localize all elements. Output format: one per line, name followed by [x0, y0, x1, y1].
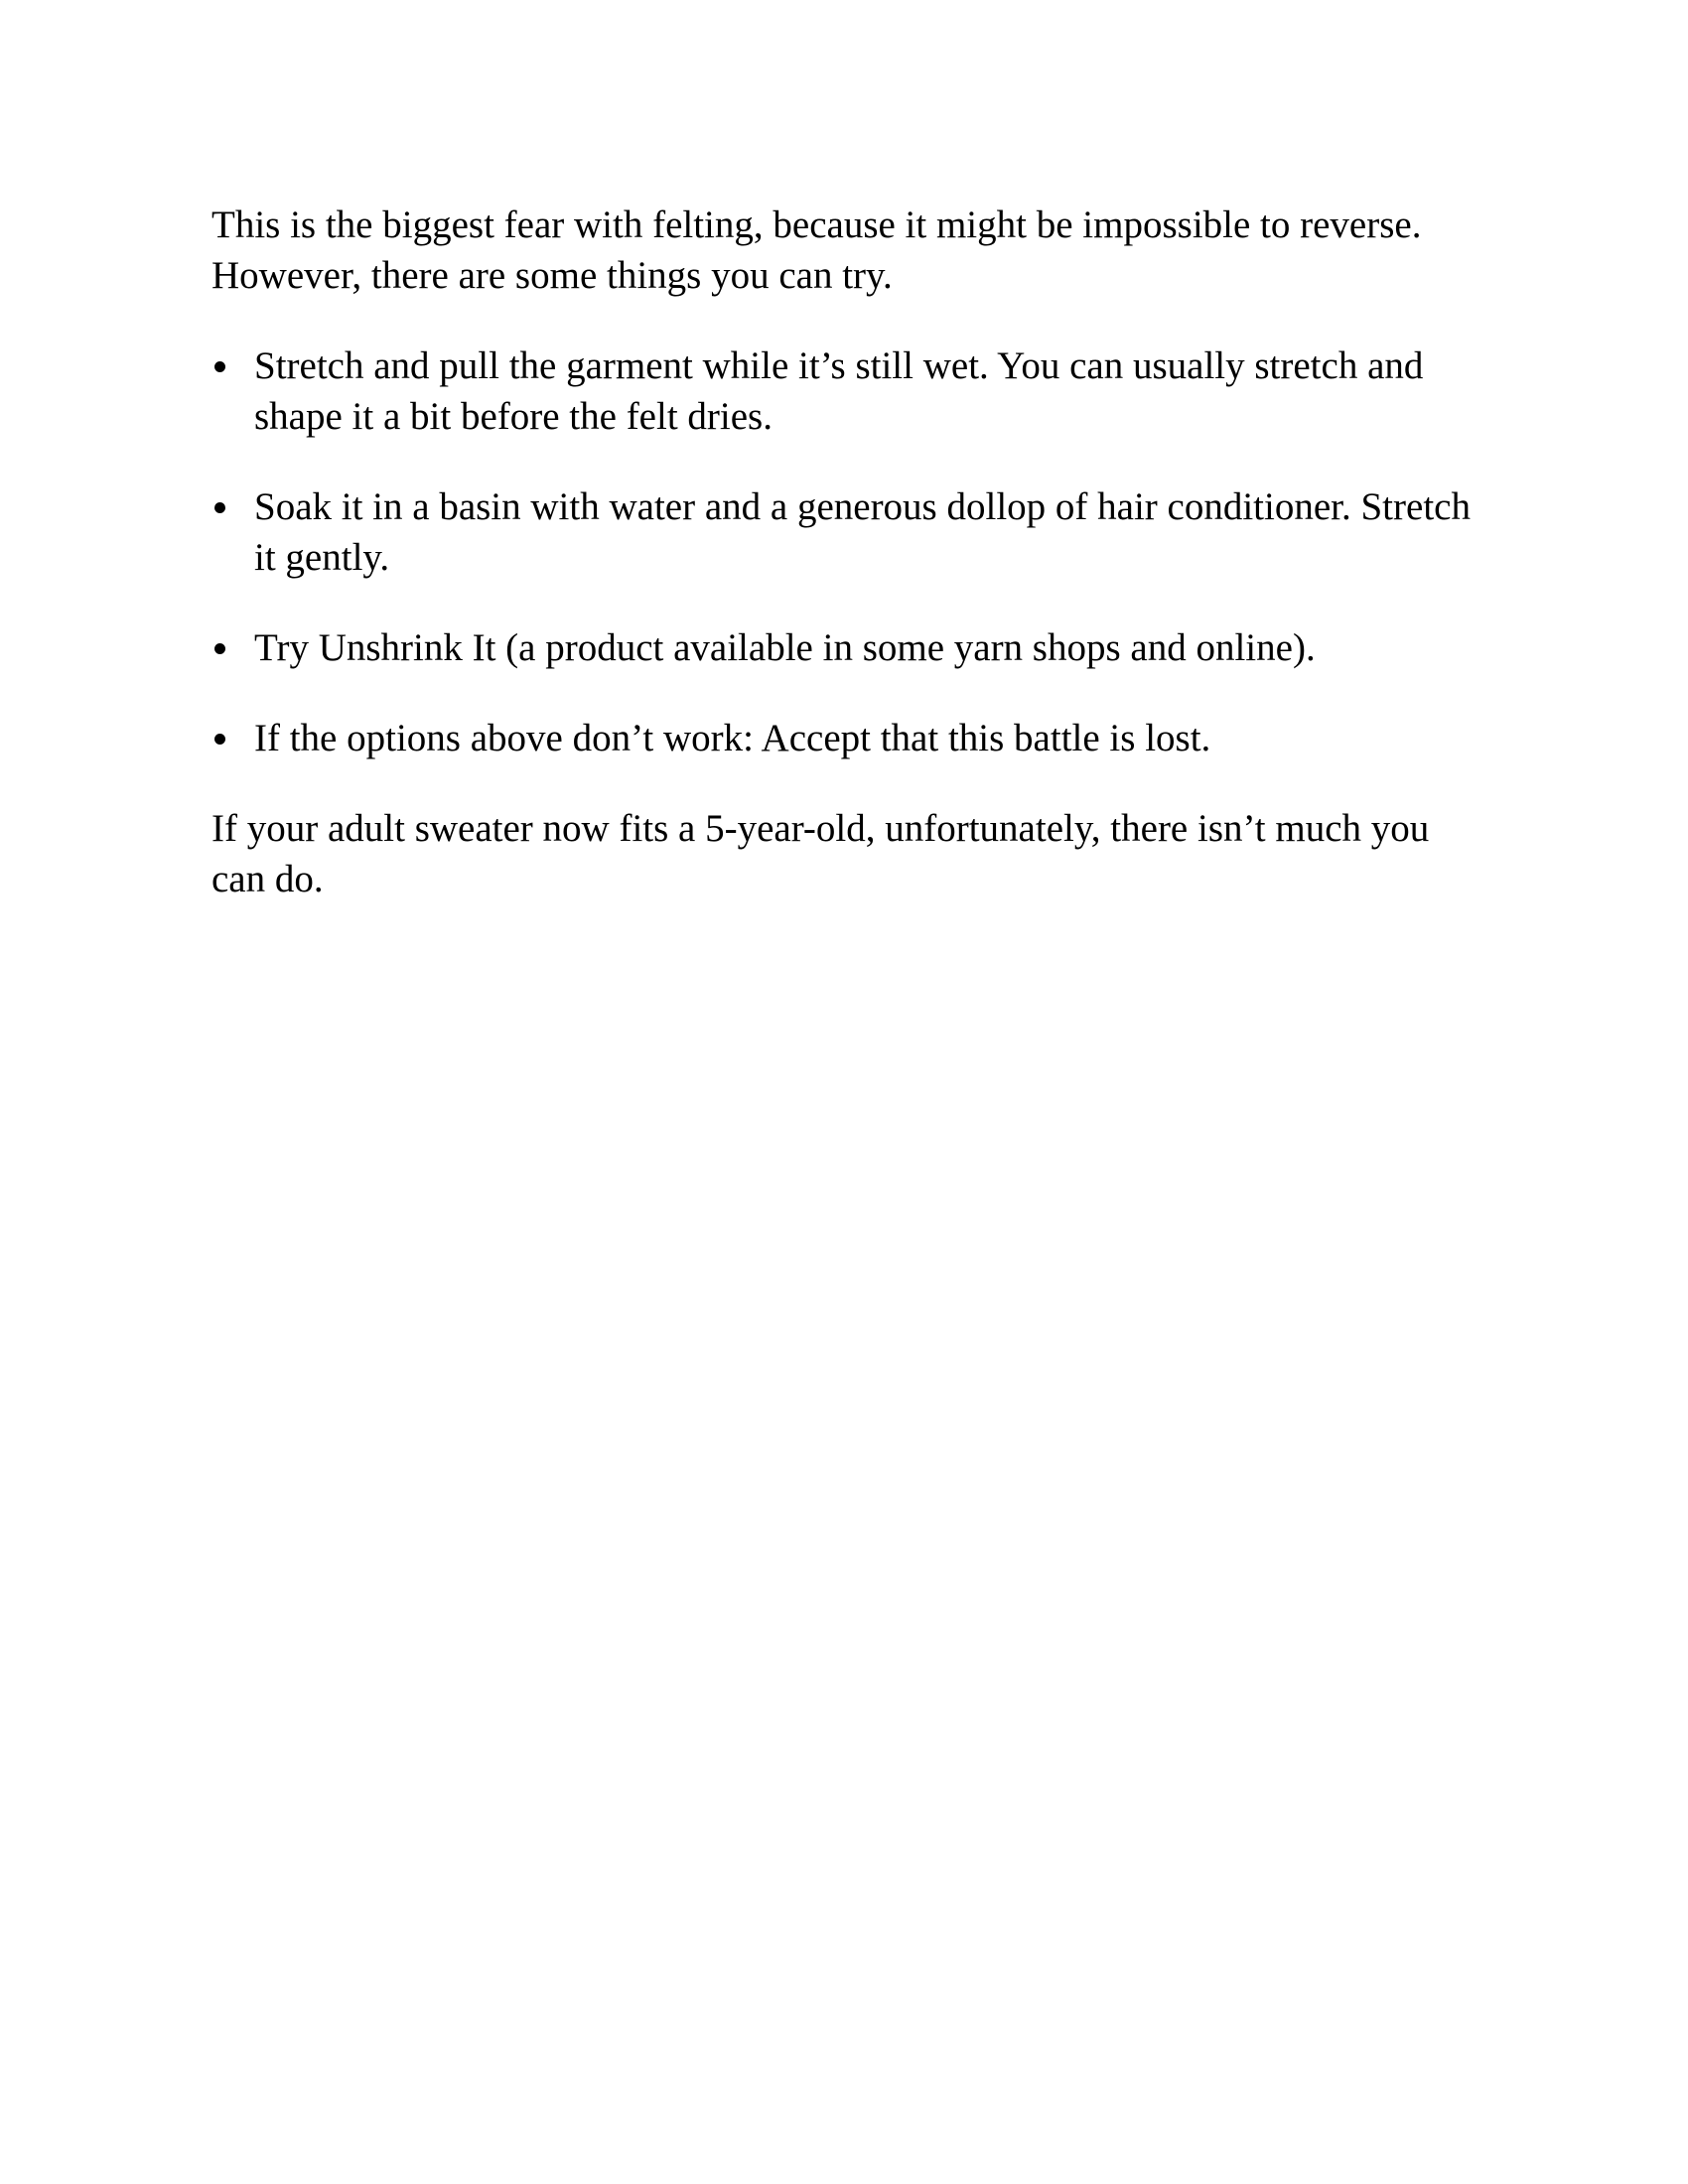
- bullet-icon: [214, 734, 225, 745]
- bullet-icon: [214, 361, 225, 372]
- closing-paragraph: If your adult sweater now fits a 5-year-old, unfortunately, there isn’t much you can do.: [211, 807, 1430, 900]
- tips-list: [211, 341, 1477, 763]
- bullet-icon: [214, 502, 225, 513]
- intro-paragraph: This is the biggest fear with felting, because it might be impossible to reverse. However, there are some things you can try.: [211, 204, 1422, 297]
- document-body: [211, 200, 1477, 904]
- list-item-text: If the options above don’t work: Accept that this battle is lost.: [254, 717, 1211, 759]
- list-item-text: Stretch and pull the garment while it’s still wet. You can usually stretch and shape it a bit before the felt dries.: [254, 344, 1424, 438]
- bullet-icon: [214, 643, 225, 654]
- list-item: [211, 481, 1477, 583]
- list-item-text: Soak it in a basin with water and a generous dollop of hair conditioner. Stretch it gently.: [254, 485, 1471, 579]
- list-item-text: Try Unshrink It (a product available in some yarn shops and online).: [254, 626, 1316, 669]
- list-item: [211, 713, 1477, 763]
- list-item: [211, 341, 1477, 442]
- list-item: [211, 622, 1477, 673]
